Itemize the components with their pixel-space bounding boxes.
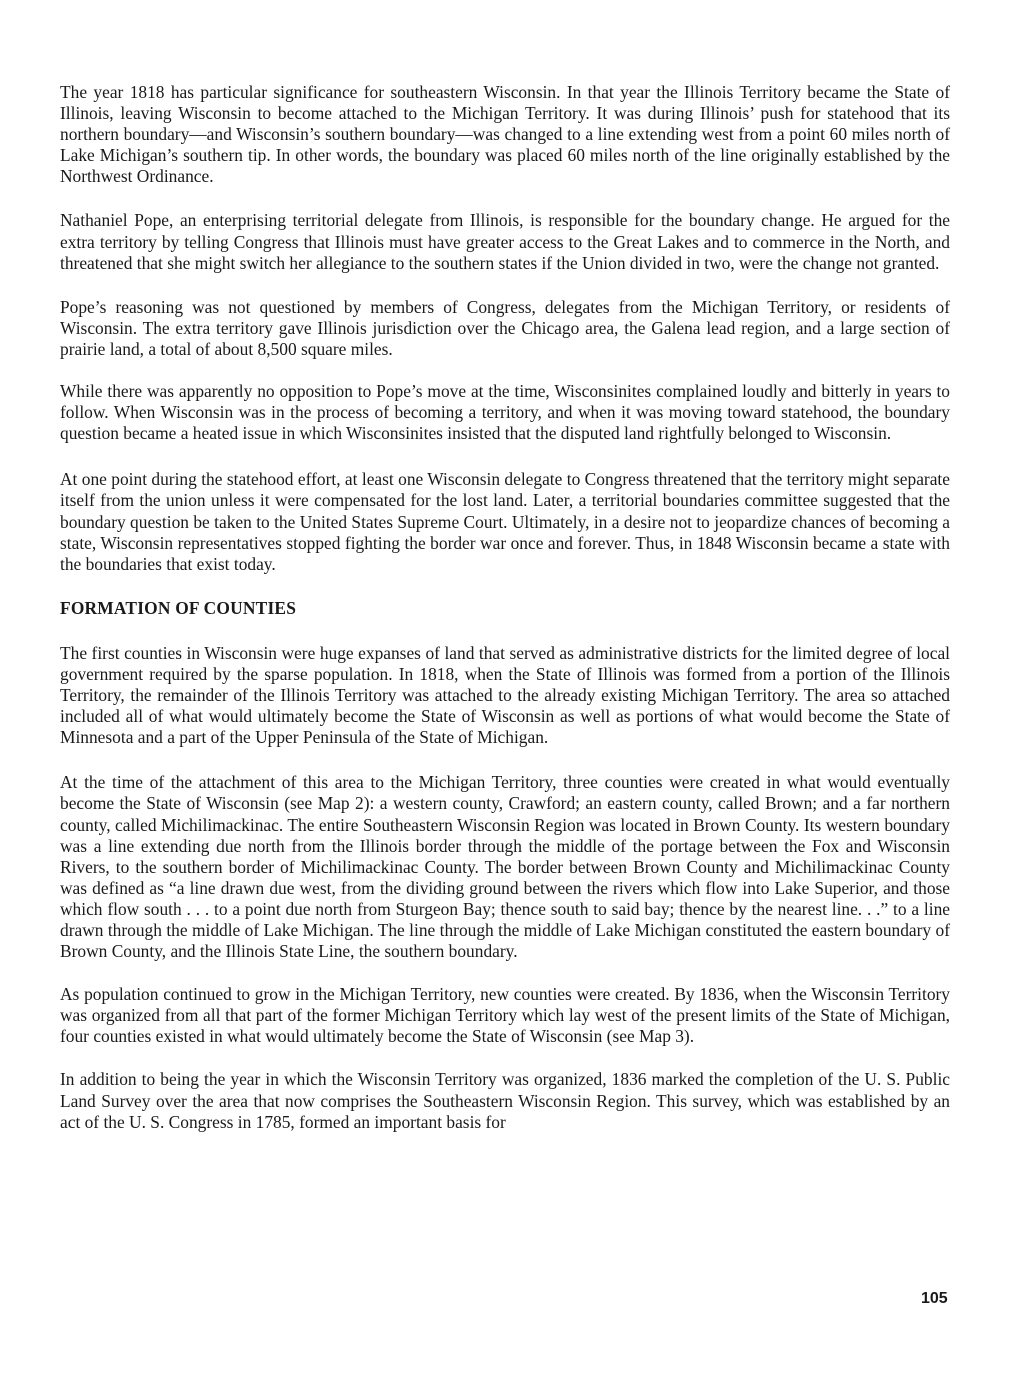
- paragraph-public-land-survey: In addition to being the year in which the Wisconsin Territory was organized, 1836 marked the completion of the U. S. Public Land Survey over the area that now comprises the Southeastern Wisconsin Region. This survey, which was established by an act of the U. S. Congress in 1785, formed an important basis for: [60, 1069, 950, 1132]
- paragraph-1818-significance: The year 1818 has particular significance for southeastern Wisconsin. In that year the Illinois Territory became the State of Illinois, leaving Wisconsin to become attached to the Michigan Territory. It was during Illinois’ push for statehood that its northern boundary—and Wisconsin’s southern boundary—was changed to a line extending west from a point 60 miles north of Lake Michigan’s southern tip. In other words, the boundary was placed 60 miles north of the line originally established by the Northwest Ordinance.: [60, 82, 950, 187]
- paragraph-population-growth: As population continued to grow in the Michigan Territory, new counties were created. By 1836, when the Wisconsin Territory was organized from all that part of the former Michigan Territory which lay west of the present limits of the State of Michigan, four counties existed in what would ultimately become the State of Wisconsin (see Map 3).: [60, 984, 950, 1047]
- paragraph-statehood-effort: At one point during the statehood effort, at least one Wisconsin delegate to Congress threatened that the territory might separate itself from the union unless it were compensated for the lost land. Later, a territorial boundaries committee suggested that the boundary question be taken to the United States Supreme Court. Ultimately, in a desire not to jeopardize chances of becoming a state, Wisconsin representatives stopped fighting the border war once and forever. Thus, in 1848 Wisconsin became a state with the boundaries that exist today.: [60, 469, 950, 574]
- paragraph-wisconsinites-complained: While there was apparently no opposition to Pope’s move at the time, Wisconsinites complained loudly and bitterly in years to follow. When Wisconsin was in the process of becoming a territory, and when it was moving toward statehood, the boundary question became a heated issue in which Wisconsinites insisted that the disputed land rightfully belonged to Wisconsin.: [60, 381, 950, 444]
- paragraph-nathaniel-pope: Nathaniel Pope, an enterprising territorial delegate from Illinois, is responsible for the boundary change. He argued for the extra territory by telling Congress that Illinois must have greater access to the Great Lakes and to commerce in the North, and threatened that she might switch her allegiance to the southern states if the Union divided in two, were the change not granted.: [60, 210, 950, 273]
- paragraph-first-counties: The first counties in Wisconsin were huge expanses of land that served as administrative districts for the limited degree of local government required by the sparse population. In 1818, when the State of Illinois was formed from a portion of the Illinois Territory, the remainder of the Illinois Territory was attached to the already existing Michigan Territory. The area so attached included all of what would ultimately become the State of Wisconsin as well as portions of what would become the State of Minnesota and a part of the Upper Peninsula of the State of Michigan.: [60, 642, 950, 748]
- page-number: 105: [921, 1290, 948, 1307]
- section-heading-formation-of-counties: FORMATION OF COUNTIES: [60, 597, 297, 618]
- document-page: [60, 82, 950, 1133]
- paragraph-popes-reasoning: Pope’s reasoning was not questioned by members of Congress, delegates from the Michigan Territory, or residents of Wisconsin. The extra territory gave Illinois jurisdiction over the Chicago area, the Galena lead region, and a large section of prairie land, a total of about 8,500 square miles.: [60, 296, 950, 359]
- paragraph-three-counties: At the time of the attachment of this area to the Michigan Territory, three counties were created in what would eventually become the State of Wisconsin (see Map 2): a western county, Crawford; an eastern county, called Brown; and a far northern county, called Michilimackinac. The entire Southeastern Wisconsin Region was located in Brown County. Its western boundary was a line extending due north from the Illinois border through the middle of the portage between the Fox and Wisconsin Rivers, to the southern border of Michilimackinac County. The border between Brown County and Michilimackinac County was defined as “a line drawn due west, from the dividing ground between the rivers which flow into Lake Superior, and those which flow south . . . to a point due north from Sturgeon Bay; thence south to said bay; thence by the nearest line. . .” to a line drawn through the middle of Lake Michigan. The line through the middle of Lake Michigan constituted the eastern boundary of Brown County, and the Illinois State Line, the southern boundary.: [60, 772, 950, 962]
